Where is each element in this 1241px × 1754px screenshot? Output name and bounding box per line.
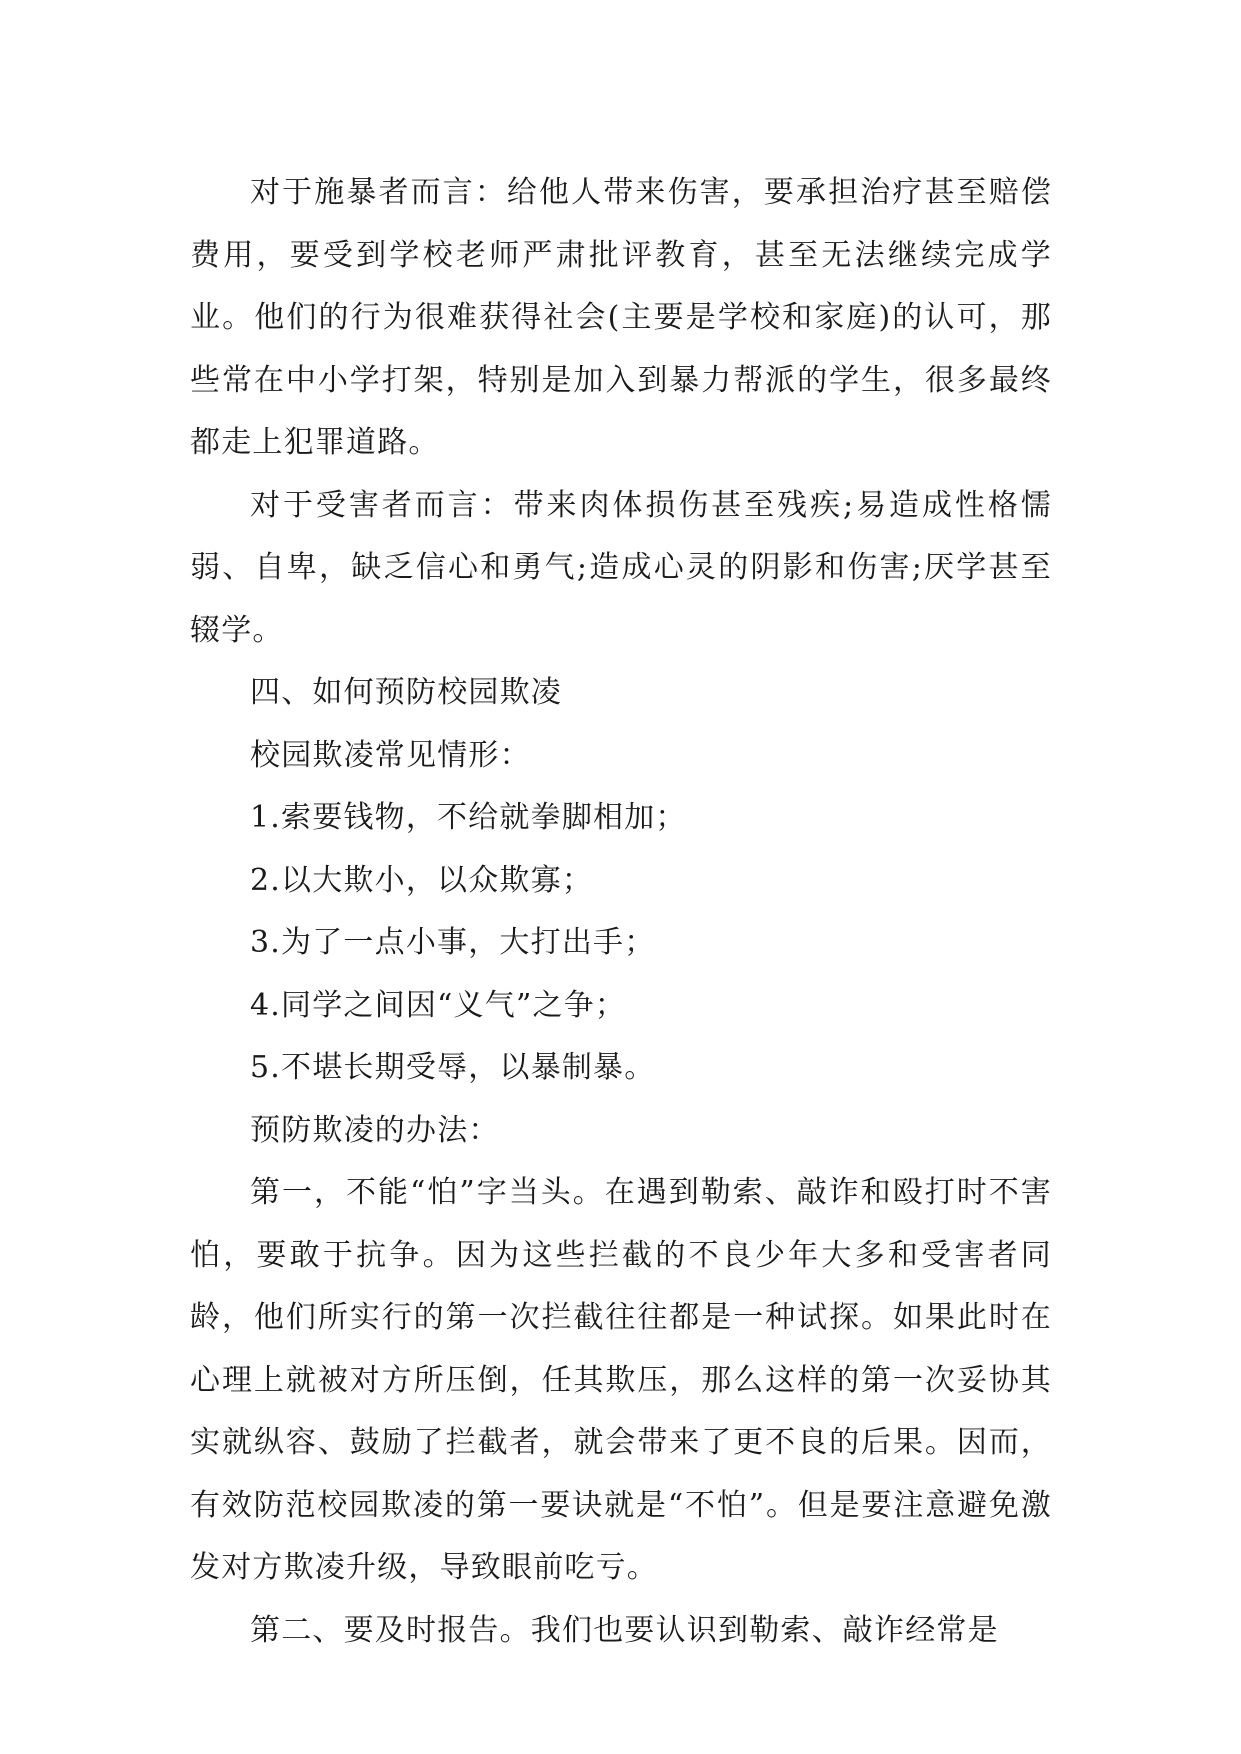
list-item-situation-3: 3.为了一点小事，大打出手； [250,925,656,960]
list-item-situation-5: 5.不堪长期受辱，以暴制暴。 [250,1050,656,1085]
paragraph-common-situations-intro: 校园欺凌常见情形： [250,737,531,773]
paragraph-method-second: 第二、要及时报告。我们也要认识到勒索、敲诈经常是 [250,1612,999,1648]
paragraph-prevention-methods-intro: 预防欺凌的办法： [250,1112,500,1148]
paragraph-perpetrator-consequences: 对于施暴者而言：给他人带来伤害，要承担治疗甚至赔偿费用，要受到学校老师严肃批评教育，甚至无法继续完成学业。他们的行为很难获得社会(主要是学校和家庭)的认可，那些常在中小学打架，特别是加入到暴力帮派的学生，很多最终都走上犯罪道路。 [190,175,1052,460]
paragraph-method-first: 第一，不能“怕”字当头。在遇到勒索、敲诈和殴打时不害怕，要敢于抗争。因为这些拦截的不良少年大多和受害者同龄，他们所实行的第一次拦截往往都是一种试探。如果此时在心理上就被对方所压倒，任其欺压，那么这样的第一次妥协其实就纵容、鼓励了拦截者，就会带来了更不良的后果。因而，有效防范校园欺凌的第一要诀就是“不怕”。但是要注意避免激发对方欺凌升级，导致眼前吃亏。 [190,1175,1052,1585]
section-heading-prevention: 四、如何预防校园欺凌 [250,675,562,710]
list-item-situation-4: 4.同学之间因“义气”之争； [250,987,627,1023]
list-item-situation-2: 2.以大欺小，以众欺寡； [250,862,594,898]
paragraph-victim-consequences: 对于受害者而言：带来肉体损伤甚至残疾;易造成性格懦弱、自卑，缺乏信心和勇气;造成心灵的阴影和伤害;厌学甚至辍学。 [190,487,1052,648]
document-body [190,162,1052,1662]
list-item-situation-1: 1.索要钱物，不给就拳脚相加； [250,800,687,835]
